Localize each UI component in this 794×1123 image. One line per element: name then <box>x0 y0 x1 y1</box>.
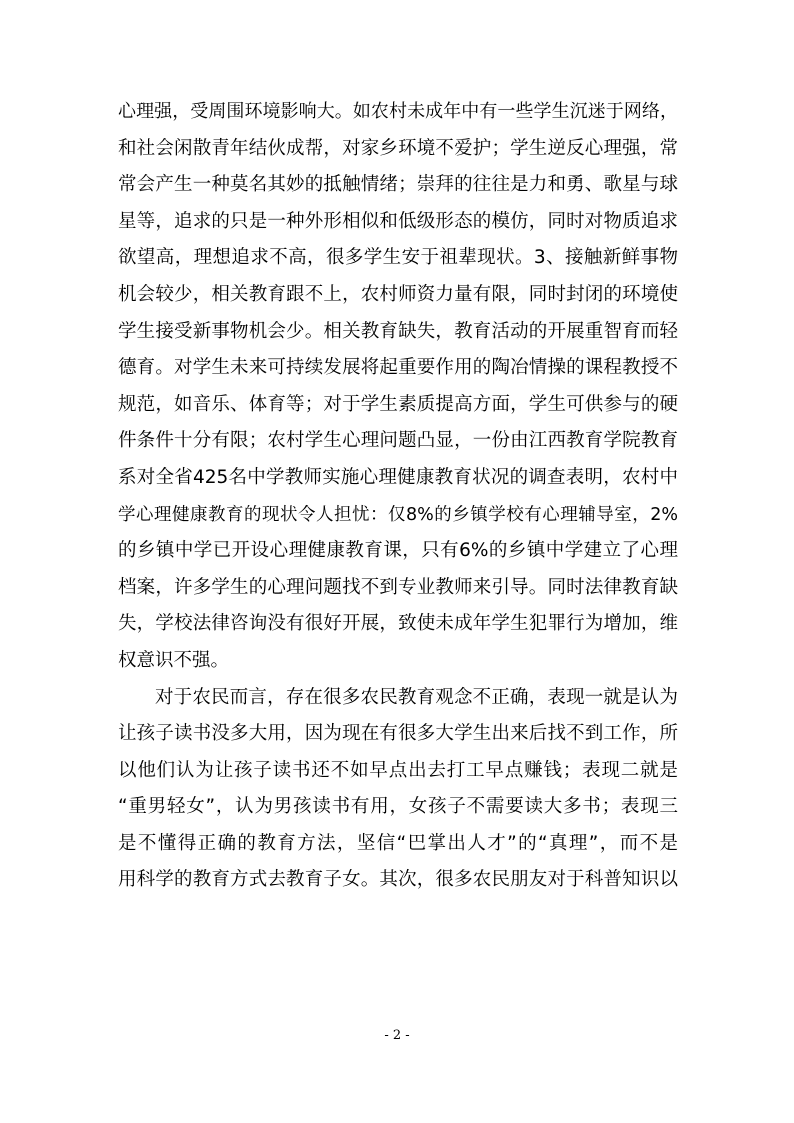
text-line: 心理强，受周围环境影响大。如农村未成年中有一些学生沉迷于网络， <box>118 101 678 122</box>
text-line: 欲望高，理想追求不高，很多学生安于祖辈现状。3、接触新鲜事物 <box>118 247 678 269</box>
text-line: 档案，许多学生的心理问题找不到专业教师来引导。同时法律教育缺 <box>118 576 678 598</box>
text-line: 是不懂得正确的教育方法，坚信“巴掌出人才”的“真理”，而不是 <box>118 832 678 854</box>
text-line: 系对全省425名中学教师实施心理健康教育状况的调查表明，农村中 <box>118 466 678 488</box>
paragraph-1 <box>118 94 678 680</box>
text-line: 机会较少，相关教育跟不上，农村师资力量有限，同时封闭的环境使 <box>118 283 678 305</box>
text-line: 让孩子读书没多大用，因为现在有很多大学生出来后找不到工作，所 <box>118 723 678 745</box>
text-line: 用科学的教育方式去教育子女。其次，很多农民朋友对于科普知识以 <box>118 869 678 891</box>
text-line: 失，学校法律咨询没有很好开展，致使未成年学生犯罪行为增加，维 <box>118 613 678 635</box>
body-text <box>118 94 678 899</box>
text-line: 学生接受新事物机会少。相关教育缺失，教育活动的开展重智育而轻 <box>118 320 678 342</box>
text-line: 件条件十分有限；农村学生心理问题凸显，一份由江西教育学院教育 <box>118 430 678 452</box>
text-line: 对于农民而言，存在很多农民教育观念不正确，表现一就是认为 <box>155 686 678 708</box>
text-line: 常会产生一种莫名其妙的抵触情绪；崇拜的往往是力和勇、歌星与球 <box>118 174 678 196</box>
page-number: - 2 - <box>384 1028 410 1043</box>
text-line: 星等，追求的只是一种外形相似和低级形态的模仿，同时对物质追求 <box>118 210 678 232</box>
text-line: 德育。对学生未来可持续发展将起重要作用的陶冶情操的课程教授不 <box>118 357 678 379</box>
text-line: 的乡镇中学已开设心理健康教育课，只有6%的乡镇中学建立了心理 <box>118 540 678 562</box>
paragraph-2 <box>118 680 678 900</box>
text-line: 规范，如音乐、体育等；对于学生素质提高方面，学生可供参与的硬 <box>118 393 678 415</box>
text-line: 学心理健康教育的现状令人担忧：仅8%的乡镇学校有心理辅导室，2% <box>118 504 678 525</box>
text-line: “重男轻女”，认为男孩读书有用，女孩子不需要读大多书；表现三 <box>118 796 678 818</box>
text-line: 和社会闲散青年结伙成帮，对家乡环境不爱护；学生逆反心理强，常 <box>118 137 678 159</box>
text-line: 以他们认为让孩子读书还不如早点出去打工早点赚钱；表现二就是 <box>118 759 678 781</box>
text-line: 权意识不强。 <box>118 649 230 671</box>
